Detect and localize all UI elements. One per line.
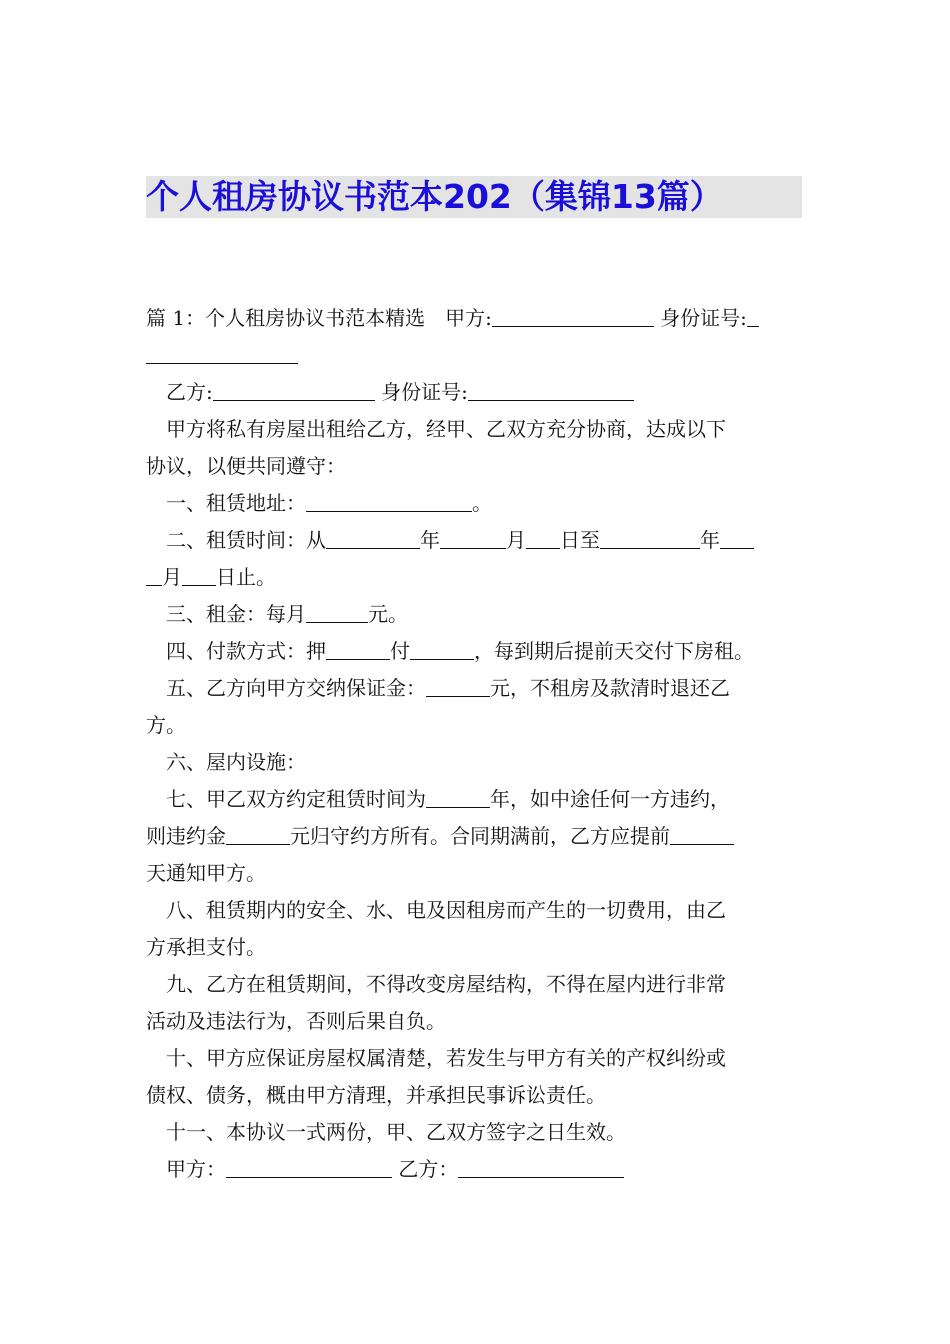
text: 月 [162, 565, 182, 589]
blank-field [226, 822, 290, 845]
blank-field [306, 600, 368, 623]
text: 九、乙方在租赁期间，不得改变房屋结构，不得在屋内进行非常 [166, 972, 726, 996]
text: 八、租赁期内的安全、水、电及因租房而产生的一切费用，由乙 [166, 898, 726, 922]
paragraph-line [146, 1077, 806, 1114]
paragraph-line [146, 929, 806, 966]
text: 付 [390, 639, 410, 663]
text: 十、甲方应保证房屋权属清楚，若发生与甲方有关的产权纠纷或 [166, 1046, 726, 1070]
text: 七、甲乙双方约定租赁时间为 [166, 787, 426, 811]
paragraph-line [146, 337, 806, 374]
blank-field [670, 822, 734, 845]
text: 甲方： [166, 1157, 226, 1181]
paragraph-line [146, 1114, 806, 1151]
text: 年 [420, 528, 440, 552]
paragraph-line [146, 855, 806, 892]
blank-field [146, 341, 298, 364]
blank-field [600, 526, 700, 549]
paragraph-line [146, 633, 806, 670]
text: 协议，以便共同遵守： [146, 454, 346, 478]
blank-field [458, 1155, 624, 1178]
text: 债权、债务，概由甲方清理，并承担民事诉讼责任。 [146, 1083, 606, 1107]
paragraph-line [146, 744, 806, 781]
text: 乙方： [392, 1157, 459, 1181]
text: 一、租赁地址： [166, 491, 306, 515]
text: ，每到期后提前天交付下房租。 [474, 639, 754, 663]
text: 二、租赁时间：从 [166, 528, 326, 552]
blank-field [213, 378, 375, 401]
blank-field [492, 304, 654, 327]
text: 日止。 [216, 565, 276, 589]
text: 十一、本协议一式两份，甲、乙双方签字之日生效。 [166, 1120, 626, 1144]
paragraph-line [146, 522, 806, 559]
text: 元。 [368, 602, 408, 626]
blank-field [306, 489, 472, 512]
text: 乙方: [166, 380, 213, 404]
paragraph-line [146, 596, 806, 633]
blank-field [182, 563, 216, 586]
blank-field [426, 674, 490, 697]
text: 方。 [146, 713, 186, 737]
text: 年，如中途任何一方违约， [490, 787, 730, 811]
blank-field [326, 637, 390, 660]
title-highlight [146, 176, 802, 218]
paragraph-line [146, 1003, 806, 1040]
document-title: 个人租房协议书范本202（集锦13篇） [146, 177, 723, 216]
paragraph-line [146, 559, 806, 596]
paragraph-line [146, 1040, 806, 1077]
text: 三、租金：每月 [166, 602, 306, 626]
blank-field [410, 637, 474, 660]
blank-field [426, 785, 490, 808]
text: 则违约金 [146, 824, 226, 848]
text: 方承担支付。 [146, 935, 266, 959]
blank-field [440, 526, 506, 549]
text: 。 [472, 491, 492, 515]
text: 篇 1：个人租房协议书范本精选 甲方: [146, 306, 492, 330]
paragraph-line [146, 707, 806, 744]
text: 元归守约方所有。合同期满前，乙方应提前 [290, 824, 670, 848]
signature-line [146, 1151, 806, 1188]
text: 五、乙方向甲方交纳保证金： [166, 676, 426, 700]
text: 元，不租房及款清时退还乙 [490, 676, 730, 700]
paragraph-line [146, 485, 806, 522]
blank-field [747, 304, 759, 327]
paragraph-line [146, 300, 806, 337]
paragraph-line [146, 966, 806, 1003]
blank-field [226, 1155, 392, 1178]
blank-field [326, 526, 420, 549]
text: 身份证号: [653, 306, 747, 330]
text: 六、屋内设施： [166, 750, 306, 774]
paragraph-line [146, 781, 806, 818]
text: 年 [700, 528, 720, 552]
blank-field [720, 526, 754, 549]
text: 甲方将私有房屋出租给乙方，经甲、乙双方充分协商，达成以下 [166, 417, 726, 441]
paragraph-line [146, 448, 806, 485]
text: 月 [506, 528, 526, 552]
text: 活动及违法行为，否则后果自负。 [146, 1009, 446, 1033]
blank-field [146, 563, 162, 586]
text: 天通知甲方。 [146, 861, 266, 885]
paragraph-line [146, 670, 806, 707]
paragraph-line [146, 411, 806, 448]
document-body [146, 300, 806, 1188]
text: 身份证号: [374, 380, 468, 404]
paragraph-line [146, 374, 806, 411]
blank-field [526, 526, 560, 549]
paragraph-line [146, 892, 806, 929]
text: 四、付款方式：押 [166, 639, 326, 663]
paragraph-line [146, 818, 806, 855]
text: 日至 [560, 528, 600, 552]
blank-field [468, 378, 634, 401]
